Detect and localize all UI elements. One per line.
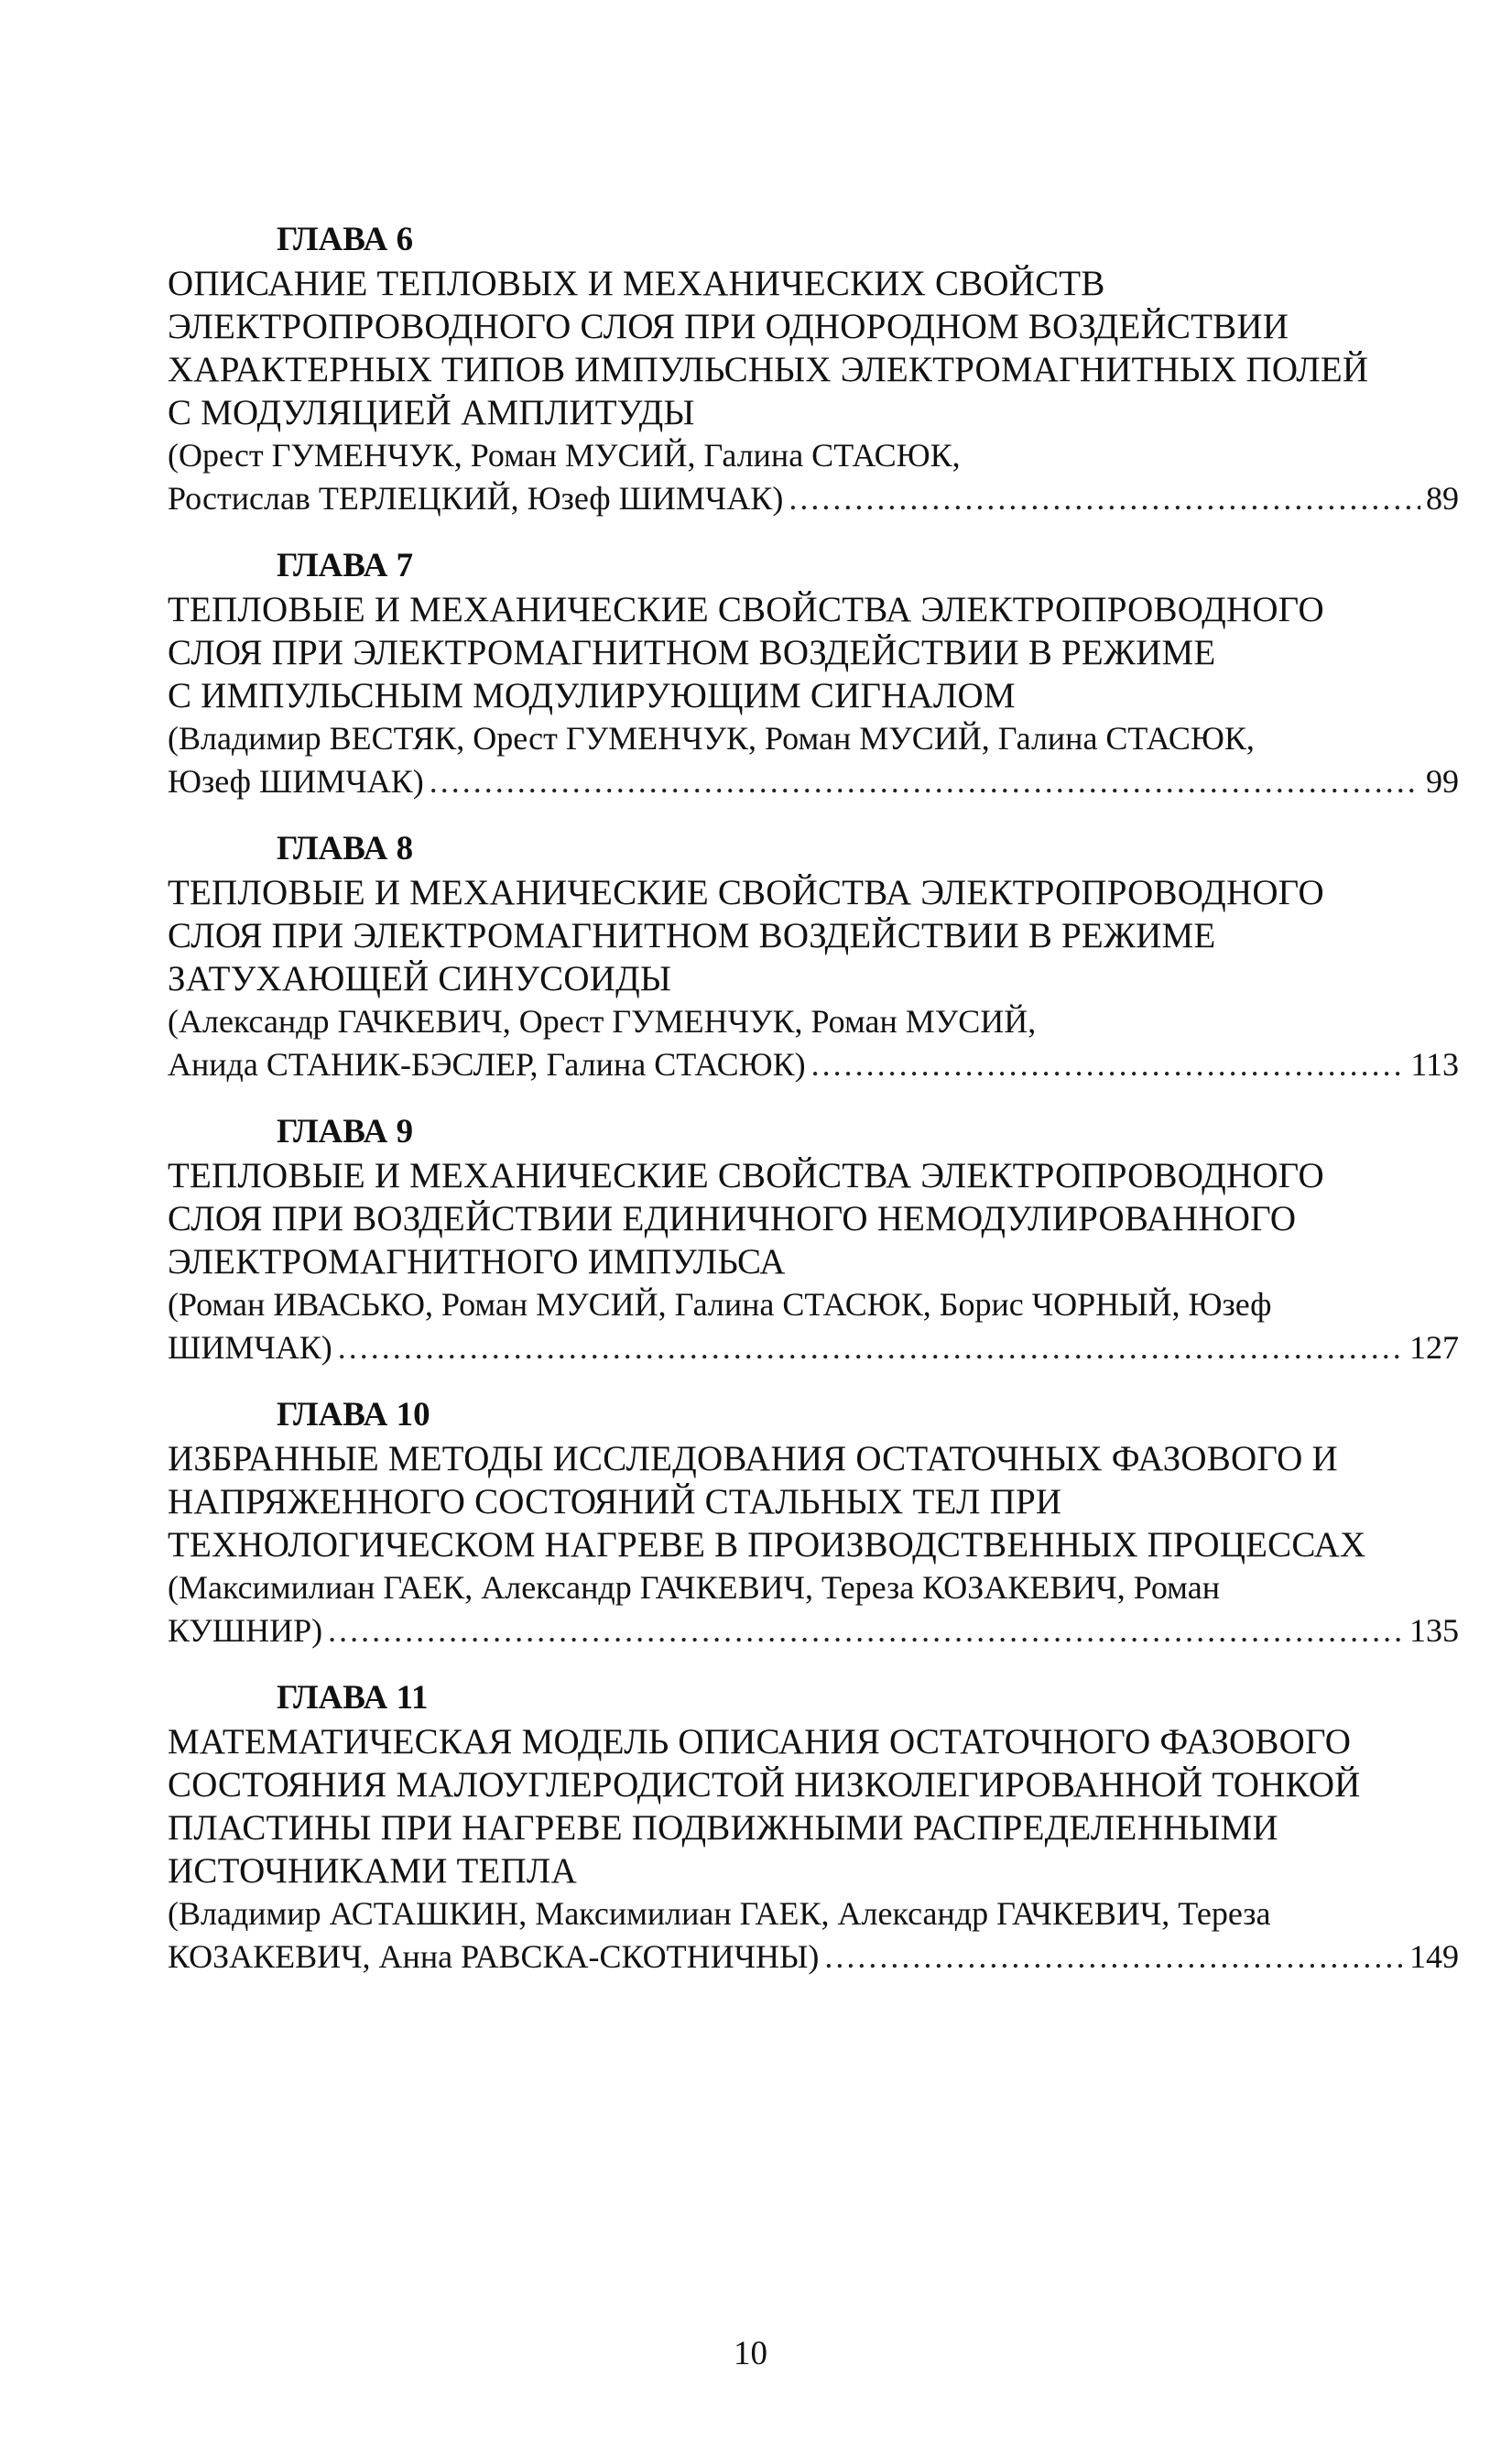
- chapter-heading: ГЛАВА 7: [277, 547, 414, 584]
- author-line: (Александр ГАЧКЕВИЧ, Орест ГУМЕНЧУК, Роман МУСИЙ,: [168, 1003, 1037, 1040]
- chapter-title-line: НАПРЯЖЕННОГО СОСТОЯНИЙ СТАЛЬНЫХ ТЕЛ ПРИ: [168, 1482, 1062, 1521]
- chapter-heading: ГЛАВА 10: [277, 1396, 430, 1434]
- chapter-title: [168, 1720, 1459, 1892]
- chapter-title-line: ТЕПЛОВЫЕ И МЕХАНИЧЕСКИЕ СВОЙСТВА ЭЛЕКТРОПРОВОДНОГО: [168, 590, 1324, 629]
- page-reference: 89: [1426, 480, 1459, 517]
- page-reference: 113: [1410, 1046, 1459, 1083]
- page-reference: 135: [1409, 1612, 1459, 1649]
- page-reference: 149: [1409, 1938, 1459, 1975]
- chapter-title: [168, 871, 1459, 1000]
- chapter-title-line: ОПИСАНИЕ ТЕПЛОВЫХ И МЕХАНИЧЕСКИХ СВОЙСТВ: [168, 264, 1105, 303]
- chapter-title-line: С МОДУЛЯЦИЕЙ АМПЛИТУДЫ: [168, 393, 695, 432]
- author-line: Юзеф ШИМЧАК): [168, 763, 424, 800]
- chapter-title-line: МАТЕМАТИЧЕСКАЯ МОДЕЛЬ ОПИСАНИЯ ОСТАТОЧНОГО ФАЗОВОГО: [168, 1722, 1352, 1761]
- chapter-title-line: ХАРАКТЕРНЫХ ТИПОВ ИМПУЛЬСНЫХ ЭЛЕКТРОМАГНИТНЫХ ПОЛЕЙ: [168, 350, 1369, 389]
- author-line-with-page: [168, 1043, 1459, 1086]
- chapter-title-line: ИЗБРАННЫЕ МЕТОДЫ ИССЛЕДОВАНИЯ ОСТАТОЧНЫХ ФАЗОВОГО И: [168, 1439, 1338, 1478]
- chapter-authors: [168, 434, 1459, 520]
- page-reference: 127: [1409, 1329, 1459, 1366]
- toc-entry: [168, 1676, 1459, 1979]
- chapter-title-line: СЛОЯ ПРИ ЭЛЕКТРОМАГНИТНОМ ВОЗДЕЙСТВИИ В РЕЖИМЕ: [168, 633, 1216, 672]
- author-line: (Максимилиан ГАЕК, Александр ГАЧКЕВИЧ, Тереза КОЗАКЕВИЧ, Роман: [168, 1569, 1220, 1606]
- author-line-with-page: [168, 1326, 1459, 1369]
- chapter-title-line: С ИМПУЛЬСНЫМ МОДУЛИРУЮЩИМ СИГНАЛОМ: [168, 676, 1016, 715]
- chapter-heading: ГЛАВА 6: [277, 221, 414, 258]
- author-line: Ростислав ТЕРЛЕЦКИЙ, Юзеф ШИМЧАК): [168, 480, 784, 517]
- dot-leader: [789, 477, 1420, 520]
- chapter-authors: [168, 717, 1459, 803]
- author-line: (Орест ГУМЕНЧУК, Роман МУСИЙ, Галина СТАСЮК,: [168, 437, 961, 474]
- author-line: Анида СТАНИК-БЭСЛЕР, Галина СТАСЮК): [168, 1046, 806, 1083]
- author-line-with-page: [168, 477, 1459, 520]
- chapter-title-line: ТЕПЛОВЫЕ И МЕХАНИЧЕСКИЕ СВОЙСТВА ЭЛЕКТРОПРОВОДНОГО: [168, 873, 1324, 912]
- author-line-with-page: [168, 1935, 1459, 1979]
- chapter-authors: [168, 1566, 1459, 1652]
- toc-entry: [168, 544, 1459, 803]
- author-line: КУШНИР): [168, 1612, 323, 1649]
- toc-entry: [168, 1393, 1459, 1652]
- page-reference: 99: [1426, 763, 1459, 800]
- chapter-authors: [168, 1283, 1459, 1369]
- chapter-title-line: ПЛАСТИНЫ ПРИ НАГРЕВЕ ПОДВИЖНЫМИ РАСПРЕДЕЛЕННЫМИ: [168, 1808, 1278, 1848]
- chapter-title: [168, 1154, 1459, 1283]
- dot-leader: [338, 1326, 1404, 1369]
- chapter-title-line: ТЕПЛОВЫЕ И МЕХАНИЧЕСКИЕ СВОЙСТВА ЭЛЕКТРОПРОВОДНОГО: [168, 1156, 1324, 1195]
- page-number: 10: [734, 2335, 767, 2372]
- chapter-authors: [168, 1000, 1459, 1086]
- chapter-heading: ГЛАВА 8: [277, 830, 414, 867]
- chapter-title-line: СОСТОЯНИЯ МАЛОУГЛЕРОДИСТОЙ НИЗКОЛЕГИРОВАННОЙ ТОНКОЙ: [168, 1765, 1361, 1804]
- dot-leader: [824, 1935, 1404, 1979]
- toc-entry: [168, 827, 1459, 1086]
- toc-entry: [168, 218, 1459, 520]
- author-line: (Роман ИВАСЬКО, Роман МУСИЙ, Галина СТАСЮК, Борис ЧОРНЫЙ, Юзеф: [168, 1286, 1272, 1323]
- chapter-title-line: СЛОЯ ПРИ ВОЗДЕЙСТВИИ ЕДИНИЧНОГО НЕМОДУЛИРОВАННОГО: [168, 1199, 1297, 1238]
- chapter-title-line: ЗАТУХАЮЩЕЙ СИНУСОИДЫ: [168, 959, 672, 998]
- author-line: ШИМЧАК): [168, 1329, 332, 1366]
- dot-leader: [430, 760, 1420, 803]
- chapter-title-line: ТЕХНОЛОГИЧЕСКОМ НАГРЕВЕ В ПРОИЗВОДСТВЕННЫХ ПРОЦЕССАХ: [168, 1525, 1366, 1565]
- chapter-title: [168, 588, 1459, 717]
- chapter-title: [168, 1437, 1459, 1566]
- chapter-title-line: ЭЛЕКТРОПРОВОДНОГО СЛОЯ ПРИ ОДНОРОДНОМ ВОЗДЕЙСТВИИ: [168, 307, 1289, 346]
- author-line-with-page: [168, 760, 1459, 803]
- table-of-contents: [168, 218, 1459, 2002]
- toc-entry: [168, 1110, 1459, 1369]
- chapter-title-line: ЭЛЕКТРОМАГНИТНОГО ИМПУЛЬСА: [168, 1242, 786, 1281]
- chapter-title-line: СЛОЯ ПРИ ЭЛЕКТРОМАГНИТНОМ ВОЗДЕЙСТВИИ В РЕЖИМЕ: [168, 916, 1216, 955]
- dot-leader: [328, 1609, 1404, 1652]
- chapter-title: [168, 262, 1459, 434]
- author-line: (Владимир АСТАШКИН, Максимилиан ГАЕК, Александр ГАЧКЕВИЧ, Тереза: [168, 1895, 1271, 1932]
- author-line: (Владимир ВЕСТЯК, Орест ГУМЕНЧУК, Роман МУСИЙ, Галина СТАСЮК,: [168, 720, 1255, 757]
- dot-leader: [811, 1043, 1406, 1086]
- chapter-title-line: ИСТОЧНИКАМИ ТЕПЛА: [168, 1851, 577, 1891]
- chapter-authors: [168, 1892, 1459, 1979]
- author-line-with-page: [168, 1609, 1459, 1652]
- chapter-heading: ГЛАВА 11: [277, 1679, 429, 1717]
- chapter-heading: ГЛАВА 9: [277, 1113, 414, 1150]
- author-line: КОЗАКЕВИЧ, Анна РАВСКА-СКОТНИЧНЫ): [168, 1938, 820, 1975]
